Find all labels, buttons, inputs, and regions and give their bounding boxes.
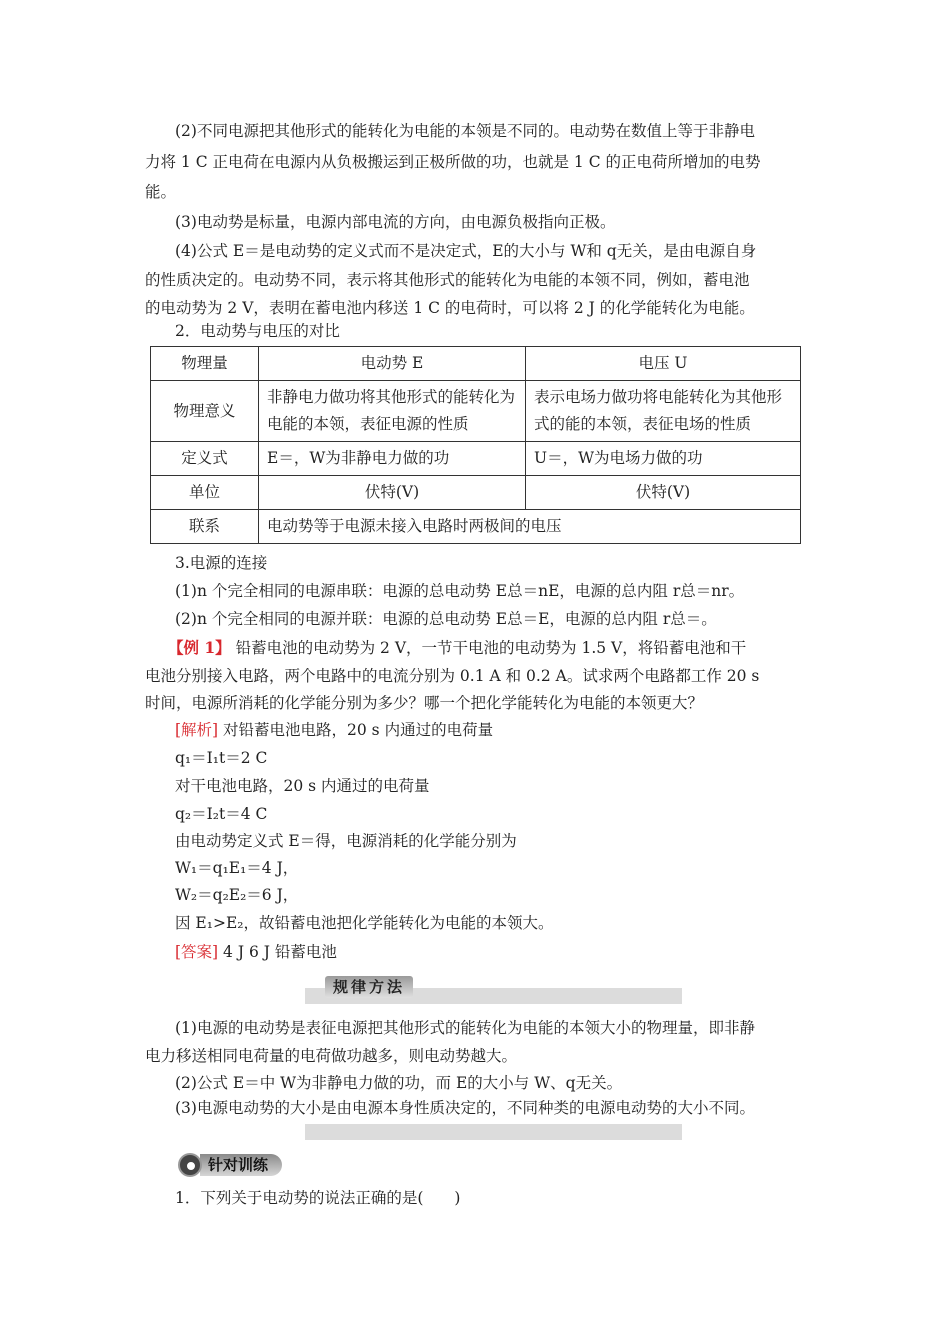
solution-line: 由电动势定义式 E＝得，电源消耗的化学能分别为	[175, 832, 517, 850]
example-tag: 【例 1】	[168, 638, 231, 657]
table-row	[151, 476, 801, 510]
target-icon	[178, 1153, 202, 1177]
training-header	[178, 1152, 282, 1178]
answer-tag: [答案]	[175, 943, 219, 961]
table-cell: 伏特(V)	[526, 476, 801, 510]
comparison-table	[150, 346, 801, 544]
answer-line	[175, 942, 810, 962]
paragraph-line: (1)n 个完全相同的电源串联：电源的总电动势 E总＝nE，电源的总内阻 r总＝nr。	[175, 582, 745, 600]
table-cell: 表示电场力做功将电能转化为其他形式的能的本领，表征电场的性质	[526, 381, 801, 442]
table-header-cell: 物理量	[151, 347, 259, 381]
method-line: (2)公式 E＝中 W为非静电力做的功，而 E的大小与 W、q无关。	[175, 1074, 623, 1092]
answer-text: 4 J 6 J 铅蓄电池	[218, 943, 337, 961]
table-cell: 物理意义	[151, 381, 259, 442]
example-line: 电池分别接入电路，两个电路中的电流分别为 0.1 A 和 0.2 A。试求两个电路都工作 20 s	[145, 667, 760, 685]
solution-line: 对干电池电路，20 s 内通过的电荷量	[175, 777, 430, 795]
example-text: 铅蓄电池的电动势为 2 V，一节干电池的电动势为 1.5 V，将铅蓄电池和干	[230, 639, 747, 657]
table-cell: 伏特(V)	[259, 476, 526, 510]
table-row	[151, 442, 801, 476]
method-line: (3)电源电动势的大小是由电源本身性质决定的，不同种类的电源电动势的大小不同。	[175, 1099, 755, 1117]
table-row	[151, 510, 801, 544]
table-cell: U＝，W为电场力做的功	[526, 442, 801, 476]
section-heading: 3.电源的连接	[175, 554, 268, 572]
method-line: 电力移送相同电荷量的电荷做功越多，则电动势越大。	[145, 1047, 518, 1065]
method-banner-title: 规律方法	[325, 976, 413, 998]
paragraph-line: 的电动势为 2 V，表明在蓄电池内移送 1 C 的电荷时，可以将 2 J 的化学能转化为电能。	[145, 299, 755, 317]
table-cell: 非静电力做功将其他形式的能转化为电能的本领，表征电源的性质	[259, 381, 526, 442]
paragraph-line: (4)公式 E＝是电动势的定义式而不是决定式，E的大小与 W和 q无关，是由电源自身	[175, 242, 757, 260]
example-line	[168, 638, 803, 658]
example-line: 时间，电源所消耗的化学能分别为多少？哪一个把化学能转化为电能的本领更大？	[145, 694, 704, 712]
paragraph-line: 的性质决定的。电动势不同，表示将其他形式的能转化为电能的本领不同，例如，蓄电池	[145, 271, 750, 289]
training-title: 针对训练	[200, 1154, 282, 1176]
method-line: (1)电源的电动势是表征电源把其他形式的能转化为电能的本领大小的物理量，即非静	[175, 1019, 755, 1037]
table-header-cell: 电压 U	[526, 347, 801, 381]
solution-line: W₁＝q₁E₁＝4 J，	[175, 859, 299, 877]
table-header-row	[151, 347, 801, 381]
table-cell: 单位	[151, 476, 259, 510]
solution-line: q₁＝I₁t＝2 C	[175, 749, 268, 767]
table-cell: 联系	[151, 510, 259, 544]
solution-line: W₂＝q₂E₂＝6 J，	[175, 886, 299, 904]
solution-tag: [解析]	[175, 721, 219, 739]
solution-text: 对铅蓄电池电路，20 s 内通过的电荷量	[218, 721, 494, 739]
paragraph-line: (3)电动势是标量，电源内部电流的方向，由电源负极指向正极。	[175, 213, 616, 231]
solution-line: 因 E₁>E₂，故铅蓄电池把化学能转化为电能的本领大。	[175, 914, 554, 932]
section-heading: 2．电动势与电压的对比	[175, 322, 340, 340]
solution-line: q₂＝I₂t＝4 C	[175, 805, 268, 823]
paragraph-line: 能。	[145, 183, 177, 201]
table-header-cell: 电动势 E	[259, 347, 526, 381]
table-row	[151, 381, 801, 442]
table-cell: E＝，W为非静电力做的功	[259, 442, 526, 476]
paragraph-line: (2)不同电源把其他形式的能转化为电能的本领是不同的。电动势在数值上等于非静电	[175, 122, 755, 140]
paragraph-line: 力将 1 C 正电荷在电源内从负极搬运到正极所做的功，也就是 1 C 的正电荷所增加的电势	[145, 153, 761, 171]
question-line: 1．下列关于电动势的说法正确的是( )	[175, 1189, 461, 1207]
method-end-bar	[305, 1124, 682, 1140]
table-cell: 电动势等于电源未接入电路时两极间的电压	[259, 510, 801, 544]
table-cell: 定义式	[151, 442, 259, 476]
solution-line	[175, 720, 810, 740]
paragraph-line: (2)n 个完全相同的电源并联：电源的总电动势 E总＝E，电源的总内阻 r总＝。	[175, 610, 717, 628]
